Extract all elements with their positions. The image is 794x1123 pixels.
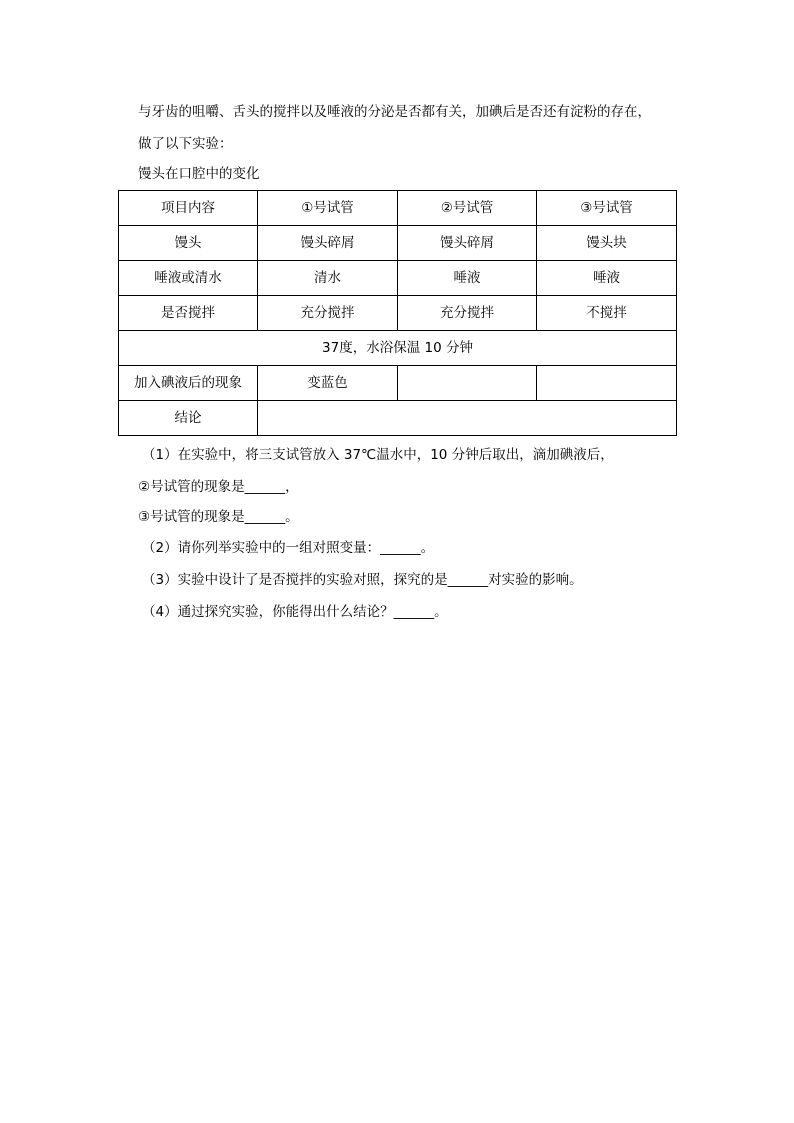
conclusion-value-cell (258, 401, 677, 436)
table-cell: 充分搅拌 (258, 296, 398, 331)
table-cell: 变蓝色 (258, 366, 398, 401)
table-header-row (119, 191, 677, 226)
table-cell: 馒头碎屑 (398, 226, 537, 261)
table-cell: 充分搅拌 (398, 296, 537, 331)
table-row-iodine (119, 366, 677, 401)
table-cell: 唾液或清水 (119, 261, 258, 296)
intro-line-2: 做了以下实验： (138, 136, 233, 152)
table-row (119, 261, 677, 296)
table-caption: 馒头在口腔中的变化 (138, 166, 260, 182)
table-cell: 唾液 (537, 261, 677, 296)
table-cell-empty (398, 366, 537, 401)
table-cell: 清水 (258, 261, 398, 296)
question-1a: ②号试管的现象是______， (138, 479, 299, 495)
table-row-conclusion (119, 401, 677, 436)
table-cell: 不搅拌 (537, 296, 677, 331)
table-row (119, 296, 677, 331)
table-row-merged (119, 331, 677, 366)
header-cell: ②号试管 (398, 191, 537, 226)
header-cell: ①号试管 (258, 191, 398, 226)
table-cell: 加入碘液后的现象 (119, 366, 258, 401)
question-2: （2）请你列举实验中的一组对照变量：______。 (142, 540, 435, 556)
header-cell: 项目内容 (119, 191, 258, 226)
table-cell-empty (537, 366, 677, 401)
table-row (119, 226, 677, 261)
question-1: （1）在实验中，将三支试管放入 37℃温水中，10 分钟后取出，滴加碘液后， (142, 447, 614, 463)
intro-line-1: 与牙齿的咀嚼、舌头的搅拌以及唾液的分泌是否都有关，加碘后是否还有淀粉的存在， (138, 104, 651, 120)
table-cell: 唾液 (398, 261, 537, 296)
question-4: （4）通过探究实验，你能得出什么结论？______。 (142, 604, 448, 620)
question-3: （3）实验中设计了是否搅拌的实验对照，探究的是______对实验的影响。 (142, 572, 583, 588)
header-cell: ③号试管 (537, 191, 677, 226)
table-cell: 馒头块 (537, 226, 677, 261)
table-cell: 是否搅拌 (119, 296, 258, 331)
merged-condition-cell: 37度，水浴保温 10 分钟 (119, 331, 677, 366)
experiment-table (118, 190, 677, 436)
conclusion-label-cell: 结论 (119, 401, 258, 436)
question-1b: ③号试管的现象是______。 (138, 509, 299, 525)
table-cell: 馒头碎屑 (258, 226, 398, 261)
table-cell: 馒头 (119, 226, 258, 261)
